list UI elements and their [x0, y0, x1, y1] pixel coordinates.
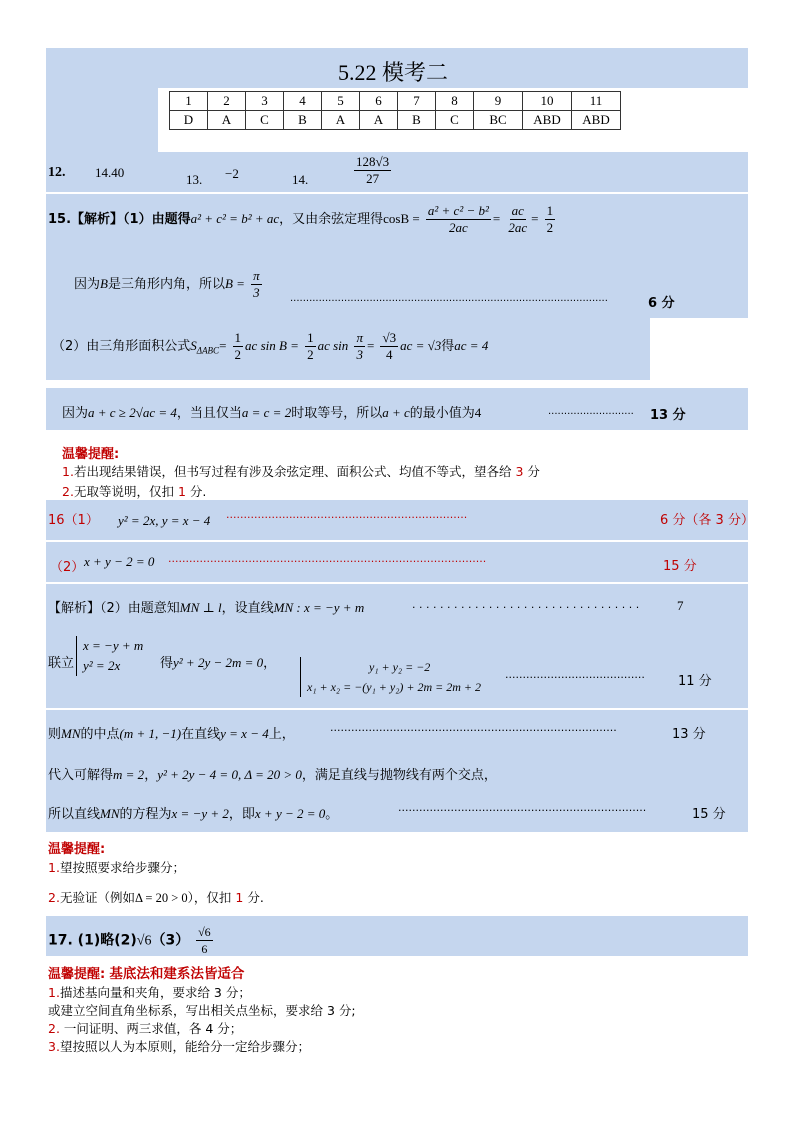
- tip2-item-1-text: 望按照要求给步骤分；: [59, 860, 185, 875]
- tip1-item-1-text: 若出现结果错误，但书写过程有涉及余弦定理、面积公式、均值不等式，望各给: [73, 464, 512, 479]
- q16-s2-system: [76, 636, 143, 676]
- tip2-item-2-c: 分.: [247, 890, 264, 905]
- q16-s4-comma: ，: [144, 768, 158, 783]
- tip3-line-1-text: 描述基向量和夹角，要求给 3 分；: [59, 985, 251, 1000]
- q15-line4-dots: ...........................: [548, 406, 634, 417]
- q16-s1-dots: . . . . . . . . . . . . . . . . . . . . . . . . . . . . . . . . .: [412, 598, 640, 611]
- q16-s5-post: 。: [325, 807, 339, 822]
- q16-s3-score: 13 分: [672, 727, 706, 742]
- answer-value: ABD: [572, 111, 621, 130]
- q15-line4-mid3: 的最小值为: [409, 406, 475, 421]
- q16-s5-mn: MN: [100, 806, 120, 821]
- tip1-title: 温馨提醒:: [62, 447, 120, 462]
- q16-s3-dots: ··················································································: [330, 724, 617, 737]
- tip3-line-1: [48, 983, 251, 1001]
- tip3-line-2-text: 或建立空间直角坐标系，写出相关点坐标，要求给 3 分;: [48, 1003, 356, 1018]
- q15-part2-f2-den: 2: [307, 347, 314, 362]
- q15-part2-f3-num: π: [356, 330, 363, 345]
- answer-number: 4: [284, 92, 322, 111]
- q15-part2-t5: 得: [441, 339, 455, 354]
- q15-part2-f4-num: √3: [382, 330, 397, 345]
- q15-part2-S: S: [190, 338, 197, 353]
- tip2-item-2-number2: 1: [235, 890, 244, 905]
- q16-s2-score: 11 分: [678, 674, 712, 689]
- q15-line1: 15.【解析】（1）由题得a² + c² = b² + ac，又由余弦定理得cosB = $\frac{\text{a² + c² − b²}}{2ac}$ = $\frac{ac}{2ac}$ = $\frac{1}{2}$: [48, 203, 554, 235]
- q15-part2-sub: ΔABC: [196, 345, 220, 356]
- answer-value: B: [398, 111, 436, 130]
- tip2-item-2-number: 2.: [48, 890, 60, 905]
- q15-line4-eq3: a + c: [382, 405, 410, 420]
- q16-p1-score: 6 分（各 3 分）: [660, 513, 754, 528]
- q13-label: 13.: [186, 172, 203, 187]
- q15-part2-f1-den: 2: [234, 347, 242, 362]
- q12-label: 12.: [48, 165, 66, 180]
- q14-denominator: 27: [366, 171, 380, 186]
- q15-line2-num: π: [253, 268, 260, 283]
- q16-s1-eq: MN ⊥ l: [179, 600, 222, 615]
- q16-s1: [48, 597, 364, 616]
- q13-value: −2: [225, 166, 239, 181]
- tip2-item-2-b: ），仅扣: [187, 890, 232, 905]
- q15-frac1-num: a² + c² − b²: [427, 203, 489, 218]
- tip1-item-2: [62, 482, 206, 500]
- tip1-item-1-number: 1.: [62, 464, 74, 479]
- q16-s3-mid: 的中点: [80, 727, 120, 742]
- q15-part2-t4: ac = √3: [400, 338, 442, 353]
- q16-s4-post: ，满足直线与抛物线有两个交点，: [301, 768, 497, 783]
- q16-s3-line: y = x − 4: [220, 726, 269, 741]
- q15-line2-pre: 因为: [74, 277, 101, 292]
- q16-s1-eq2: MN : x = −y + m: [273, 600, 365, 615]
- q15-line2-den: 3: [253, 285, 260, 300]
- q17-sqrt6: √6: [136, 933, 152, 949]
- q16-p1-eq: y² = 2x, y = x − 4: [118, 513, 211, 528]
- tip2-item-2: [48, 888, 264, 906]
- q15-line3: [52, 330, 488, 363]
- q16-p2-label: （2）: [50, 560, 85, 575]
- q14-label: 14.: [292, 172, 309, 187]
- tip3-line-4: [48, 1037, 310, 1055]
- answer-value: BC: [474, 111, 523, 130]
- q16-s2-sys1: x = −y + m: [83, 638, 144, 653]
- q16-s2-mid: 得: [160, 656, 174, 671]
- answer-value: B: [284, 111, 322, 130]
- answer-numbers-row: [170, 92, 621, 111]
- q15-part2-f2-num: 1: [307, 330, 314, 345]
- q16-s5: [48, 803, 338, 822]
- q16-s2-mid-row: [160, 652, 276, 671]
- q15-line2-var: B: [100, 276, 108, 291]
- tip3-line-3-number: 2.: [48, 1021, 60, 1036]
- tip1-item-1: [62, 462, 540, 480]
- tip3-title-rest: 基底法和建系法皆适合: [109, 966, 245, 982]
- q17-part3: （3）: [151, 932, 190, 949]
- q15-line2-eq: B =: [224, 276, 245, 291]
- answer-number: 7: [398, 92, 436, 111]
- q15-cos-lhs: cosB =: [383, 211, 420, 226]
- q15-line4: [62, 402, 481, 421]
- q17-frac-den: 6: [201, 942, 208, 956]
- q16-s3-mid2: 在直线: [181, 727, 221, 742]
- q15-part2-t3: =: [366, 338, 375, 353]
- q16-p2-eq: x + y − 2 = 0: [84, 554, 155, 569]
- q15-line4-mid: ，当且仅当: [176, 406, 242, 421]
- q16-p1-dots: ·····································································: [226, 511, 468, 524]
- answer-value: D: [170, 111, 208, 130]
- answer-number: 9: [474, 92, 523, 111]
- q15-line2-score: 6 分: [648, 296, 675, 311]
- q15-line4-eq: a + c ≥ 2√ac = 4: [88, 405, 177, 420]
- answer-number: 11: [572, 92, 621, 111]
- q16-s3-pt: (m + 1, −1): [119, 726, 182, 741]
- q16-s5-mid2: ，即: [228, 807, 255, 822]
- q15-line4-pre: 因为: [62, 406, 89, 421]
- answer-value: A: [208, 111, 246, 130]
- q15-part2-eq1: =: [219, 338, 227, 353]
- tip3-line-3: [48, 1019, 242, 1037]
- q15-part2-pre: （2）由三角形面积公式: [52, 339, 191, 354]
- tip1-item-1-text2: 分: [527, 464, 540, 479]
- q16-s3-mn: MN: [61, 726, 81, 741]
- q15-frac3-num: 1: [546, 203, 554, 218]
- tip3-line-1-number: 1.: [48, 985, 60, 1000]
- q12-band: [46, 152, 748, 192]
- q15-part2-f3-den: 3: [356, 347, 363, 362]
- q15-frac2-num: ac: [511, 203, 524, 218]
- tip3-line-2: [48, 1001, 356, 1019]
- q16-s5-mid: 的方程为: [119, 807, 172, 822]
- q15-line2-mid: 是三角形内角，所以: [107, 277, 225, 292]
- page-title: 5.22 模考二: [338, 60, 449, 85]
- q16-s5-dots: ·······································································: [398, 804, 647, 817]
- answer-value: A: [360, 111, 398, 130]
- tip1-item-2-text: 无取等说明，仅扣: [73, 484, 174, 499]
- q17-line: [48, 924, 215, 957]
- q16-s4-eq: m = 2: [113, 767, 145, 782]
- q15-part2-t2: ac sin: [317, 338, 349, 353]
- q15-frac2-den: 2ac: [508, 220, 528, 235]
- q15-line4-score: 13 分: [650, 408, 686, 423]
- answer-table: [169, 91, 621, 130]
- tip3-title-row: [48, 962, 244, 982]
- answer-number: 2: [208, 92, 246, 111]
- q16-p1-label: 16（1）: [48, 513, 99, 528]
- q16-s2-result: [300, 657, 481, 697]
- tip2-item-2-a: 无验证（例如: [59, 890, 135, 905]
- answer-value: C: [246, 111, 284, 130]
- answer-number: 10: [523, 92, 572, 111]
- q15-line4-eq2: a = c = 2: [241, 405, 292, 420]
- answer-value: ABD: [523, 111, 572, 130]
- q16-p2-score: 15 分: [663, 559, 697, 574]
- answer-number: 5: [322, 92, 360, 111]
- q15-line2-dots: ....................................................................................................: [290, 293, 608, 304]
- q15-mid: ，又由余弦定理得: [279, 212, 384, 227]
- q16-s3-post: 上，: [268, 727, 295, 742]
- q14-numerator: 128√3: [356, 154, 390, 169]
- q16-s2-pre: 联立: [48, 656, 75, 671]
- tip2-item-1-number: 1.: [48, 860, 60, 875]
- q16-s3-pre: 则: [48, 727, 62, 742]
- q15-part2-f1-num: 1: [234, 330, 242, 345]
- q17-frac-num: √6: [198, 925, 211, 939]
- tip2-item-1: [48, 858, 185, 876]
- table-left-band: [46, 88, 158, 152]
- answer-value: C: [436, 111, 474, 130]
- q12-value: 14.40: [95, 165, 125, 180]
- tip1-item-2-number2: 1: [177, 484, 186, 499]
- q16-s4-pre: 代入可解得: [48, 768, 114, 783]
- q16-s5-eq: x = −y + 2: [171, 806, 229, 821]
- q16-s5-eq2: x + y − 2 = 0: [254, 806, 326, 821]
- q15-part2-t1: ac sin B =: [245, 338, 299, 353]
- q16-s5-score: 15 分: [692, 807, 726, 822]
- q16-s2-dots: ········································: [505, 671, 645, 684]
- tip3-line-4-number: 3.: [48, 1039, 60, 1054]
- q15-eq1: a² + c² = b² + ac: [190, 211, 280, 226]
- q15-part2-t6: ac = 4: [454, 338, 489, 353]
- q16-s2-comma: ，: [263, 656, 277, 671]
- tip2-item-2-eq: Δ = 20 > 0: [134, 891, 188, 905]
- q16-s2-r2: x₁ + x₂ = −(y₁ + y₂) + 2m = 2m + 2: [307, 680, 481, 694]
- q16-s4-eq2: y² + 2y − 4 = 0, Δ = 20 > 0: [157, 767, 302, 782]
- tip1-item-2-number: 2.: [62, 484, 74, 499]
- answer-number: 3: [246, 92, 284, 111]
- q16-s2-eq: y² + 2y − 2m = 0: [173, 655, 264, 670]
- tip3-title: 温馨提醒:: [48, 967, 106, 982]
- tip1-item-2-text2: 分.: [189, 484, 207, 499]
- q16-s1-score: 7: [677, 598, 684, 613]
- tip3-line-3-text: 一问证明、两三求值，各 4 分；: [59, 1021, 243, 1036]
- q17-label: 17. (1)略(2): [48, 932, 137, 949]
- tip2-title: 温馨提醒:: [48, 842, 106, 857]
- tip1-item-1-number2: 3: [515, 464, 524, 479]
- answer-number: 8: [436, 92, 474, 111]
- answer-number: 6: [360, 92, 398, 111]
- q14-answer: [352, 154, 393, 187]
- q16-s2-sys2: y² = 2x: [83, 658, 121, 673]
- tip3-line-4-text: 望按照以人为本原则，能给分一定给步骤分；: [59, 1039, 310, 1054]
- q15-label: 15.【解析】（1）由题得: [48, 212, 191, 227]
- q15-line2: [74, 268, 264, 301]
- answer-number: 1: [170, 92, 208, 111]
- answer-values-row: [170, 111, 621, 130]
- q15-part2-f4-den: 4: [386, 347, 393, 362]
- q15-frac1-den: 2ac: [449, 220, 468, 235]
- q16-p2-dots: ···························································································: [168, 555, 487, 568]
- q16-s1-mid: ，设直线: [221, 601, 274, 616]
- q15-line4-val: 4: [474, 405, 482, 420]
- q16-s5-pre: 所以直线: [48, 807, 101, 822]
- q16-s3: [48, 723, 295, 742]
- q16-s4: [48, 764, 497, 783]
- q16-s1-pre: 【解析】（2）由题意知: [48, 601, 180, 616]
- answer-value: A: [322, 111, 360, 130]
- q15-frac3-den: 2: [546, 220, 554, 235]
- q16-s2-r1: y₁ + y₂ = −2: [369, 660, 431, 674]
- q15-line4-mid2: 时取等号，所以: [291, 406, 383, 421]
